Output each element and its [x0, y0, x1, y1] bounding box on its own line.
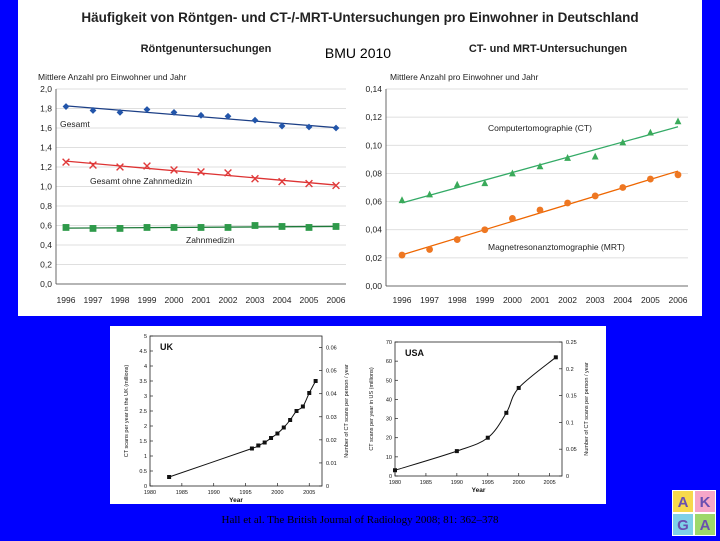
data-point — [63, 224, 70, 231]
chart-title: USA — [405, 348, 425, 358]
logo-letter: A — [699, 517, 711, 534]
y-tick-label: 2 — [143, 424, 147, 430]
y-tick-label: 0,00 — [365, 281, 382, 291]
y-tick-label: 0,08 — [365, 168, 382, 179]
x-tick-label: 2000 — [164, 295, 184, 305]
x-tick-label: 1985 — [419, 480, 433, 486]
y-axis-label: CT scans per year in the UK (millions) — [124, 364, 130, 458]
data-point — [90, 162, 97, 169]
series-label: Gesamt — [60, 119, 90, 129]
data-point — [198, 224, 205, 231]
y-tick-label: 20 — [385, 435, 392, 442]
y-tick-label: 0,0 — [40, 279, 52, 289]
x-tick-label: 1999 — [475, 295, 495, 305]
y-tick-label: 0.5 — [139, 469, 147, 475]
y-right-tick-label: 0.02 — [326, 437, 337, 444]
y-right-tick-label: 0.25 — [566, 340, 577, 346]
y-tick-label: 0 — [143, 484, 147, 490]
data-point — [537, 207, 544, 214]
data-point — [279, 178, 286, 185]
y-right-tick-label: 0.1 — [566, 420, 574, 427]
y-right-tick-label: 0.05 — [566, 447, 577, 454]
x-tick-label: 1995 — [239, 490, 252, 496]
citation-caption: Hall et al. The British Journal of Radiology 2008; 81: 362–378 — [221, 514, 499, 526]
data-point — [256, 444, 260, 448]
y-right-tick-label: 0.01 — [326, 460, 337, 467]
data-point — [225, 224, 232, 231]
data-point — [63, 159, 70, 166]
x-tick-label: 1990 — [450, 480, 463, 486]
y-tick-label: 4 — [143, 364, 147, 370]
logo-letter: A — [677, 494, 689, 511]
data-point — [263, 441, 267, 445]
data-point — [333, 182, 340, 189]
data-point — [675, 117, 682, 124]
y-tick-label: 1,0 — [40, 181, 52, 192]
y-tick-label: 0,2 — [40, 259, 52, 270]
x-tick-label: 1998 — [110, 295, 130, 305]
x-tick-label: 2003 — [245, 295, 265, 305]
x-tick-label: 2003 — [585, 295, 605, 305]
data-point — [279, 223, 286, 230]
data-point — [314, 379, 318, 383]
x-axis-label: Year — [471, 487, 486, 494]
y-tick-label: 3 — [143, 394, 147, 400]
data-point — [554, 355, 558, 359]
data-point — [306, 180, 313, 187]
data-point — [399, 196, 406, 203]
y-tick-label: 1 — [143, 454, 147, 460]
series-label: Zahnmedizin — [186, 235, 235, 245]
x-tick-label: 2004 — [272, 295, 292, 305]
x-tick-label: 2005 — [299, 295, 319, 305]
usa-ct-chart — [369, 340, 590, 494]
series-label: Magnetresonanztomographie (MRT) — [488, 242, 625, 252]
data-point — [306, 224, 313, 231]
x-tick-label: 2002 — [218, 295, 238, 305]
uk-ct-chart — [124, 334, 350, 504]
x-tick-label: 2005 — [543, 480, 556, 486]
data-point — [399, 252, 406, 259]
x-tick-label: 2004 — [613, 295, 633, 305]
y-right-tick-label: 0 — [566, 474, 570, 480]
y-tick-label: 3.5 — [139, 379, 147, 385]
y-tick-label: 2.5 — [139, 409, 147, 415]
x-tick-label: 1996 — [56, 295, 76, 305]
y-tick-label: 1,6 — [40, 123, 52, 133]
y-right-tick-label: 0.05 — [326, 368, 337, 375]
data-point — [90, 225, 97, 232]
data-point — [198, 168, 205, 175]
y-axis-label: Mittlere Anzahl pro Einwohner und Jahr — [390, 72, 539, 82]
data-point — [269, 436, 273, 440]
y-axis-label: CT scans per year in US (millions) — [369, 367, 375, 451]
x-tick-label: 1999 — [137, 295, 157, 305]
y-tick-label: 0,14 — [365, 84, 382, 94]
x-tick-label: 2005 — [640, 295, 660, 305]
x-tick-label: 1997 — [83, 295, 103, 305]
data-point — [675, 171, 682, 178]
data-point — [454, 181, 461, 188]
y-tick-label: 0 — [388, 474, 392, 480]
plot-frame — [395, 342, 562, 476]
data-point — [252, 117, 259, 124]
y-right-tick-label: 0.06 — [326, 345, 337, 352]
x-axis-label: Year — [229, 497, 243, 504]
data-point — [275, 432, 279, 436]
x-tick-label: 1990 — [207, 490, 220, 496]
data-point — [454, 236, 461, 243]
y-tick-label: 4.5 — [139, 349, 147, 355]
series-label: Gesamt ohne Zahnmedizin — [90, 176, 193, 186]
bottom-figure-panel — [110, 326, 606, 504]
data-point — [198, 112, 205, 119]
data-point — [486, 436, 490, 440]
data-point — [117, 225, 124, 232]
top-figure — [18, 0, 702, 316]
data-point — [288, 418, 292, 422]
x-tick-label: 1985 — [175, 490, 188, 496]
y-tick-label: 0,4 — [40, 240, 52, 250]
y-tick-label: 40 — [385, 397, 392, 404]
y-right-tick-label: 0.15 — [566, 393, 577, 400]
data-point — [592, 193, 599, 200]
x-tick-label: 2006 — [326, 295, 346, 305]
y-right-axis-label: Number of CT scans per person / year — [584, 362, 590, 456]
y-right-tick-label: 0.2 — [566, 366, 574, 373]
data-point — [250, 447, 254, 451]
y-tick-label: 1.5 — [139, 439, 147, 445]
x-tick-label: 2001 — [191, 295, 211, 305]
x-tick-label: 2002 — [558, 295, 578, 305]
y-tick-label: 0,06 — [365, 196, 382, 207]
roentgen-chart — [38, 43, 346, 305]
data-point — [647, 176, 654, 183]
data-point — [295, 409, 299, 413]
bottom-figure — [110, 326, 606, 504]
top-figure-panel — [18, 0, 702, 316]
akga-logo — [672, 490, 716, 536]
x-tick-label: 1995 — [481, 480, 494, 486]
data-point — [481, 226, 488, 233]
chart-title: CT- und MRT-Untersuchungen — [468, 43, 628, 55]
logo-letter: K — [699, 494, 711, 511]
y-right-tick-label: 0 — [326, 484, 330, 490]
x-tick-label: 2005 — [303, 490, 316, 496]
y-right-tick-label: 0.03 — [326, 414, 337, 421]
data-point — [63, 103, 70, 110]
y-tick-label: 0,8 — [40, 201, 52, 211]
data-point — [592, 153, 599, 160]
data-point — [307, 391, 311, 395]
x-tick-label: 1980 — [143, 490, 157, 496]
y-tick-label: 70 — [385, 340, 392, 346]
data-point — [517, 386, 521, 390]
x-tick-label: 2001 — [530, 295, 550, 305]
x-tick-label: 1997 — [420, 295, 440, 305]
y-tick-label: 1,8 — [40, 103, 52, 114]
x-tick-label: 2000 — [271, 490, 284, 496]
data-point — [171, 224, 178, 231]
data-point — [647, 129, 654, 136]
y-tick-label: 0,12 — [365, 112, 382, 123]
y-tick-label: 0,04 — [365, 224, 382, 235]
chart-title: Röntgenuntersuchungen — [140, 43, 272, 55]
source-badge: BMU 2010 — [324, 45, 392, 61]
x-tick-label: 1996 — [392, 295, 412, 305]
data-point — [393, 468, 397, 472]
akga-logo-graphic — [672, 490, 716, 536]
data-point — [564, 200, 571, 207]
data-point — [509, 215, 516, 222]
data-point — [619, 184, 626, 191]
y-axis-label: Mittlere Anzahl pro Einwohner und Jahr — [38, 72, 187, 82]
series-label: Computertomographie (CT) — [488, 123, 592, 133]
series-line — [169, 381, 316, 477]
logo-letter: G — [677, 517, 689, 534]
y-right-axis-label: Number of CT scans per person / year — [344, 364, 350, 458]
data-point — [426, 246, 433, 253]
y-tick-label: 0,10 — [365, 140, 382, 151]
data-point — [455, 449, 459, 453]
data-point — [333, 125, 340, 132]
ct-mrt-chart — [365, 43, 688, 305]
y-right-tick-label: 0.04 — [326, 391, 337, 398]
y-tick-label: 50 — [385, 378, 392, 385]
y-tick-label: 1,2 — [40, 162, 52, 172]
y-tick-label: 10 — [385, 454, 392, 461]
x-tick-label: 2000 — [512, 480, 525, 486]
data-point — [301, 405, 305, 409]
x-tick-label: 2000 — [502, 295, 522, 305]
data-point — [333, 223, 340, 230]
x-tick-label: 2006 — [668, 295, 688, 305]
data-point — [167, 475, 171, 479]
y-tick-label: 5 — [143, 334, 147, 340]
y-tick-label: 60 — [385, 359, 392, 366]
x-tick-label: 1998 — [447, 295, 467, 305]
data-point — [252, 222, 259, 229]
series-line — [395, 357, 556, 470]
figure-title: Häufigkeit von Röntgen- und CT-/-MRT-Untersuchungen pro Einwohner in Deutschland — [81, 10, 639, 25]
y-tick-label: 1,4 — [40, 142, 52, 153]
data-point — [144, 224, 151, 231]
x-tick-label: 1980 — [388, 480, 402, 486]
y-tick-label: 0,6 — [40, 220, 52, 231]
data-point — [282, 426, 286, 430]
chart-title: UK — [160, 342, 173, 352]
data-point — [504, 411, 508, 415]
y-tick-label: 0,02 — [365, 252, 382, 263]
y-tick-label: 30 — [385, 416, 392, 423]
y-tick-label: 2,0 — [40, 84, 52, 94]
